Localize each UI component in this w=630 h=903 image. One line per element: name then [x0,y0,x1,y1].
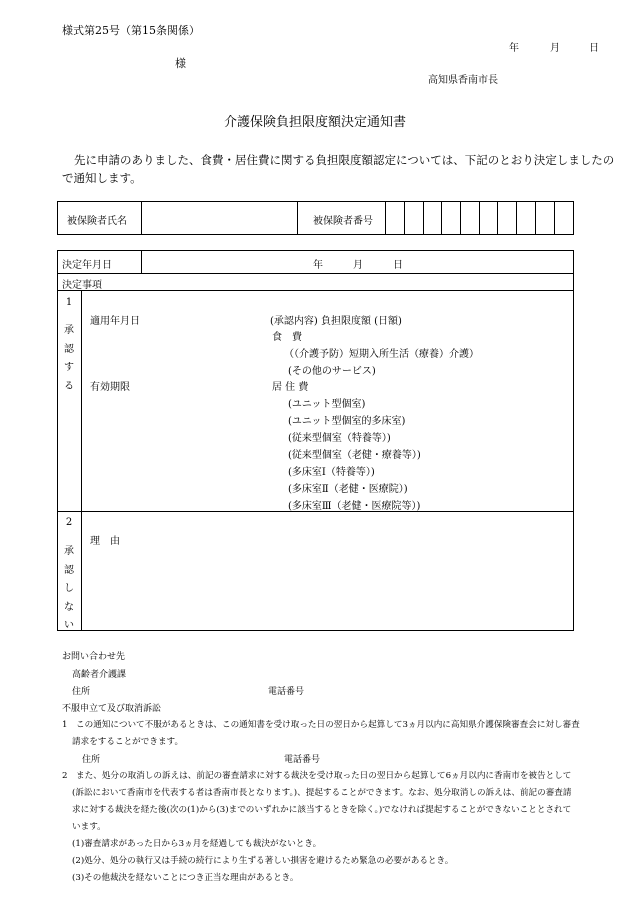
appeal-phone-label: 電話番号 [284,755,321,765]
approve-vertical-label: 承 認 す る [64,325,74,392]
residence-item: (多床室Ⅲ（老健・医療院等）) [288,501,421,512]
approval-content-header: (承認内容) 負担限度額 (日額) [270,316,402,327]
date-year-label: 年 [509,43,519,54]
decision-items-label: 決定事項 [62,280,102,291]
appeal-p2-line3: 求に対する裁決を経た後(次の(1)から(3)までのいずれかに該当するときを除く。)でなければ提起することができないこととされて [72,805,572,815]
appeal-heading: 不服申立て及び取消訴訟 [62,704,162,714]
date-month-label: 月 [550,43,560,54]
residence-item: (ユニット型個室的多床室) [288,416,406,427]
insured-number-label: 被保険者番号 [313,216,373,227]
date-day-label: 日 [589,43,599,54]
appeal-condition-1: (1)審査請求があった日から3ヵ月を経過しても裁決がないとき。 [72,839,322,849]
contact-address-label: 住所 [72,687,91,697]
intro-text-line1: 先に申請のありました、食費・居住費に関する負担限度額認定については、下記のとおり決定しましたの [74,153,615,167]
appeal-p2-line4: います。 [72,822,106,832]
page-title: 介護保険負担限度額決定通知書 [223,115,406,130]
food-item: （（介護予防）短期入所生活（療養）介護） [284,349,479,360]
approve-number: 1 [65,297,73,308]
deny-number: 2 [65,517,73,528]
issuer: 高知県香南市長 [428,75,498,86]
addressee-suffix: 様 [175,57,186,70]
appeal-condition-2: (2)処分、処分の執行又は手続の続行により生ずる著しい損害を避けるため緊急の必要があるとき。 [72,856,454,866]
appeal-p1-line2: 請求をすることができます。 [72,737,184,747]
decision-date-year: 年 [313,260,323,271]
appeal-condition-3: (3)その他裁決を経ないことにつき正当な理由があるとき。 [72,873,299,883]
contact-dept: 高齢者介護課 [72,670,127,680]
appeal-p2-line2: (訴訟において香南市を代表する者は香南市長となります。)、提起することができます。なお、処分取消しの訴えは、前記の審査請 [72,788,572,798]
form-number: 様式第25号（第15条関係） [62,24,200,37]
residence-item: (従来型個室（特養等）) [288,433,391,444]
residence-item: (従来型個室（老健・療養等）) [288,450,421,461]
decision-date-day: 日 [393,260,403,271]
deny-vertical-label: 承 認 し な い [64,546,74,631]
decision-date-month: 月 [353,260,363,271]
food-label: 食 費 [272,332,302,343]
residence-item: (ユニット型個室) [288,399,366,410]
reason-label: 理 由 [90,536,120,547]
appeal-p2-line1: 2 また、処分の取消しの訴えは、前記の審査請求に対する裁決を受け取った日の翌日から起算して6ヵ月以内に香南市を被告として [62,771,572,781]
food-item: (その他のサービス) [288,366,376,377]
contact-heading: お問い合わせ先 [62,652,126,662]
decision-date-label: 決定年月日 [62,260,112,271]
residence-item: (多床室Ⅱ（老健・医療院）) [288,484,408,495]
appeal-address-label: 住所 [82,755,101,765]
apply-date-label: 適用年月日 [90,316,140,327]
residence-label: 居 住 費 [272,382,309,393]
residence-item: (多床室Ⅰ（特養等）) [288,467,375,478]
contact-phone-label: 電話番号 [268,687,305,697]
appeal-p1-line1: 1 この通知について不服があるときは、この通知書を受け取った日の翌日から起算して3ヵ月以内に高知県介護保険審査会に対し審査 [62,720,580,730]
valid-period-label: 有効期限 [90,382,130,393]
insured-name-label: 被保険者氏名 [67,216,127,227]
intro-text-line2: で通知します。 [62,171,142,185]
